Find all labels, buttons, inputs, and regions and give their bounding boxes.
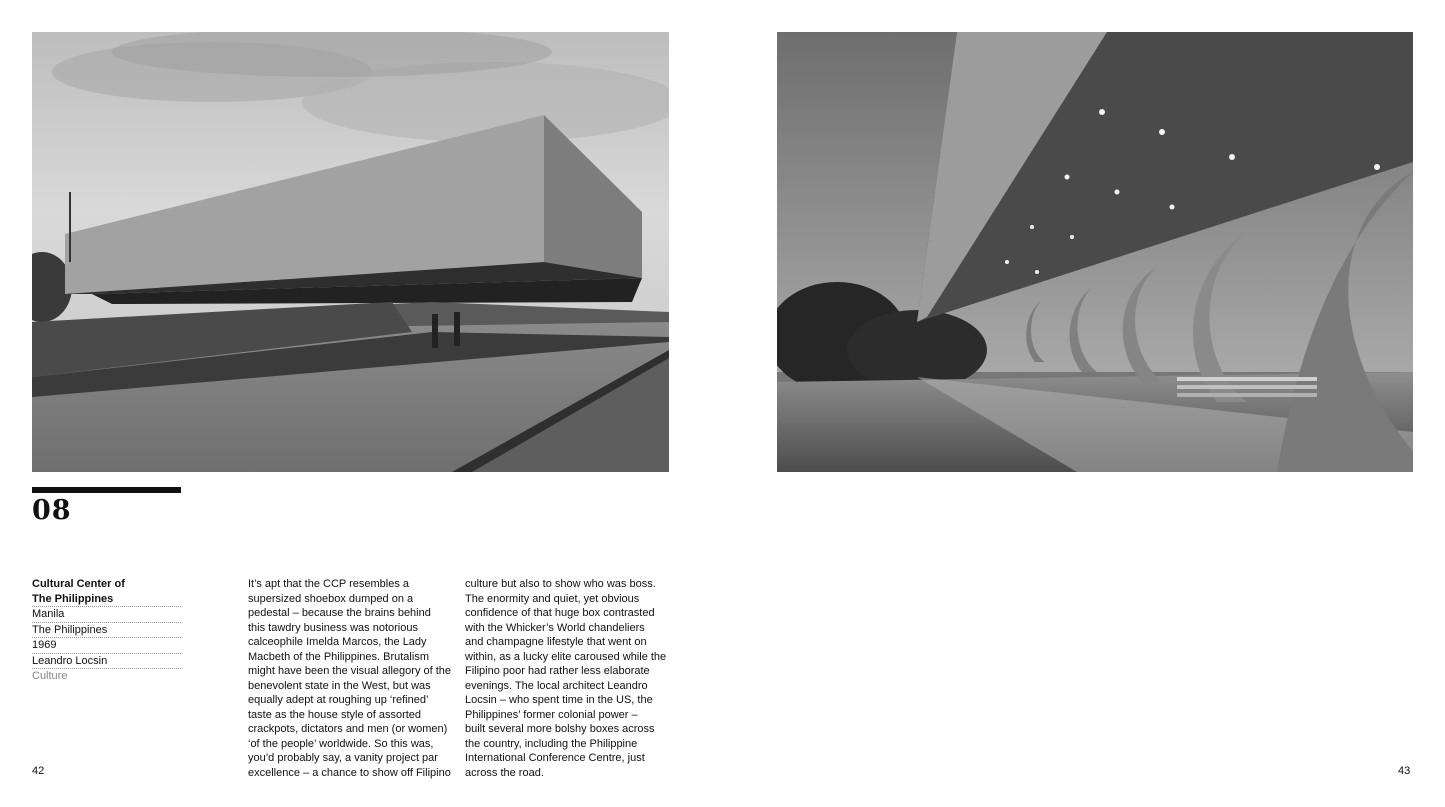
colonnade-dusk-photo [777,32,1413,472]
body-text-column-2: culture but also to show who was boss. The enormity and quiet, yet obvious confidence of that huge box contrasted with the Whicker’s World chandeliers and champagne lifestyle that went on within, as a lucky elite caroused while the Filipino poor had rather less elaborate evenings. The local architect Leandro Locsin – who spent time in the US, the Philippines’ former colonial power – built several more bolshy boxes across the country, including the Philippine International Conference Centre, just across the road. [465,578,667,779]
building-name-line2: The Philippines [32,592,181,608]
building-metadata [32,577,181,684]
building-name-line1: Cultural Center of [32,578,125,590]
building-year: 1969 [32,638,181,654]
page-number-left: 42 [32,765,45,777]
building-exterior-photo [32,32,669,472]
building-architect: Leandro Locsin [32,654,181,670]
entry-number: 08 [32,495,72,526]
page-number-right: 43 [1398,765,1411,777]
building-country: The Philippines [32,623,181,639]
building-category: Culture [32,670,68,682]
section-rule [32,487,181,493]
building-city: Manila [32,607,181,623]
body-text-column-1: It’s apt that the CCP resembles a supersized shoebox dumped on a pedestal – because the brains behind this tawdry business was notorious calceophile Imelda Marcos, the Lady Macbeth of the Philippines. Brutalism might have been the visual allegory of the benevolent state in the West, but was equally adept at roughing up ‘refined’ taste as the house style of assorted crackpots, dictators and men (or women) ‘of the people’ worldwide. So this was, you’d probably say, a vanity project par excellence – a chance to show off Filipino [248,578,452,779]
